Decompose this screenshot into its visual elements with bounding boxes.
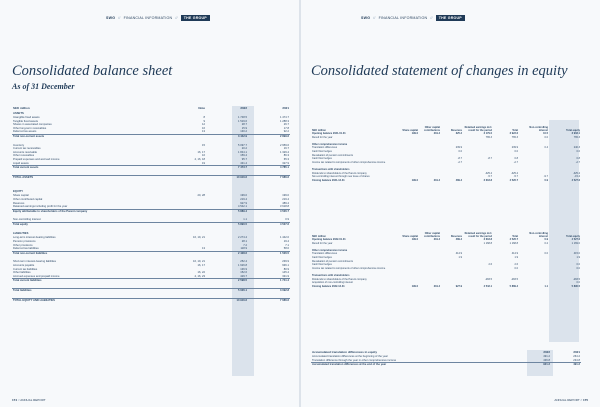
header-separator: // xyxy=(118,16,121,20)
row-value-2022: 1 844.1 xyxy=(238,150,247,154)
total-value-2021: 1 741.4 xyxy=(248,279,290,283)
total-label: Total equity xyxy=(12,222,172,226)
total-label: TOTAL ASSETS xyxy=(12,175,172,179)
section-heading: LIABILITIES xyxy=(13,232,29,236)
row-value: 765.3 xyxy=(573,135,580,139)
column-header: Share capital xyxy=(402,235,418,238)
row-label: Result for the year xyxy=(312,135,333,139)
row-value-2021: 331.9 xyxy=(282,274,289,278)
row-value-2022: 4 542.1 xyxy=(238,205,247,209)
column-header: Other capital contributions xyxy=(424,232,440,238)
total-label: Total non-current assets xyxy=(12,134,172,138)
row-label: Income tax related to components of other comprehensive income xyxy=(312,160,386,164)
row-value: 0.2 xyxy=(544,241,548,245)
row-label: Intangible fixed assets xyxy=(13,116,40,119)
row-value: 5 890.5 xyxy=(571,284,580,288)
row-label: Liquid assets xyxy=(13,161,29,165)
row-value-2022: 95.7 xyxy=(241,157,247,161)
column-header: Total xyxy=(512,235,518,238)
row-value: -2.7 xyxy=(575,160,580,164)
row-value: -8.7 xyxy=(487,157,492,161)
total-value-2022: 10 916.6 xyxy=(206,298,248,302)
row-value-2022: 2 274.4 xyxy=(238,236,247,240)
row-value-2021: 1 442.0 xyxy=(280,236,289,240)
row-value: 325.2 xyxy=(455,132,462,135)
total-label: Total liabilities xyxy=(12,289,172,293)
row-value: 0.0 xyxy=(576,149,580,153)
row-note: 19 xyxy=(202,161,205,165)
total-value-2022: 5 890.5 xyxy=(206,222,248,226)
column-header: Total equity xyxy=(566,235,580,238)
row-label: Share capital xyxy=(13,194,29,198)
total-value-2022: 2 428.6 xyxy=(206,251,248,255)
row-label: Other contributed capital xyxy=(13,197,43,201)
total-value-2021: 4 785.1 xyxy=(248,166,290,170)
row-value: 4 526.7 xyxy=(509,238,518,241)
column-header: Total equity xyxy=(566,129,580,132)
column-header: Reserves xyxy=(450,235,462,238)
total-value-2022: 5 026.1 xyxy=(206,289,248,293)
grand-total-row xyxy=(12,298,290,302)
row-note: 16 xyxy=(202,126,205,130)
row-value: 489.4 xyxy=(455,178,462,182)
row-value: -325.4 xyxy=(572,171,580,175)
column-header-note: Note xyxy=(198,106,205,110)
row-value-2021: 26.7 xyxy=(283,123,289,127)
total-value-2022: 5 889.4 xyxy=(206,209,248,213)
row-note: 12 xyxy=(202,123,205,127)
column-header: Total xyxy=(512,129,518,132)
total-value-2021: 4 527.6 xyxy=(248,222,290,226)
row-value: 3 179.0 xyxy=(483,132,492,135)
column-header-label: Accumulated translation differences in equity xyxy=(312,350,378,354)
row-note: 16, 22 xyxy=(197,271,205,275)
row-label: Shares in associated companies xyxy=(13,123,52,127)
row-value: 414.9 xyxy=(511,252,518,256)
row-note: 8 xyxy=(203,116,205,119)
row-value-2021: 7.1 xyxy=(285,243,289,247)
row-value-2022: 130.2 xyxy=(240,130,247,134)
row-value: 199.0 xyxy=(411,178,418,182)
row-label: Other receivables xyxy=(13,154,35,158)
row-value: 1 168.8 xyxy=(483,241,492,245)
row-label: Transactions with shareholders xyxy=(312,167,350,171)
row-label: Accumulated translation differences at the beginning of the year xyxy=(312,355,388,358)
row-value: 219.4 xyxy=(433,178,440,182)
row-value-2022: 219.4 xyxy=(240,197,247,201)
row-value: 199.0 xyxy=(411,238,418,241)
row-label: Dividends to shareholders of the Parent company xyxy=(312,171,367,175)
row-label: Accrued expenses and prepaid income xyxy=(13,274,60,278)
row-value: -2.7 xyxy=(457,160,462,164)
row-value: -9.7 xyxy=(543,175,548,179)
row-value: 219.4 xyxy=(433,132,440,135)
row-label: Long-term interest-bearing liabilities xyxy=(13,236,56,240)
total-value-2021: 2 899.6 xyxy=(248,134,290,138)
row-note: 16, 17 xyxy=(197,150,205,154)
row-value: 4 526.7 xyxy=(509,178,518,182)
row-value: 1 168.8 xyxy=(509,241,518,245)
row-label: Closing balance 2021-12-31 xyxy=(312,178,345,182)
row-value: -283.5 xyxy=(484,277,492,281)
row-label: Transactions with shareholders xyxy=(312,273,350,277)
row-note: 13 xyxy=(202,130,205,134)
row-value-2021: 199.0 xyxy=(282,194,289,198)
row-label: Opening balance 2021-01-01 xyxy=(312,132,346,135)
row-value-2021: 234.8 xyxy=(573,358,580,362)
row-value: -325.4 xyxy=(484,171,492,175)
row-value: 4 542.1 xyxy=(483,284,492,288)
row-value-2021: 1 329.4 xyxy=(280,150,289,154)
row-value-2021: 327.9 xyxy=(282,161,289,165)
brand-label: SWG xyxy=(106,16,116,20)
page-number: 174 xyxy=(12,398,18,402)
row-value-2021: 264.2 xyxy=(573,355,580,358)
row-value: 0.0 xyxy=(576,266,580,270)
column-header-2022: 2022 xyxy=(240,106,247,110)
page-header xyxy=(106,15,210,21)
section-heading: EQUITY xyxy=(13,190,24,194)
row-value: -283.5 xyxy=(572,277,580,281)
equity-table-2022 xyxy=(311,226,581,288)
row-label: Translation differences xyxy=(312,146,338,150)
row-value: 415.0 xyxy=(573,252,580,256)
row-label: Revaluation of pension commitments xyxy=(312,259,353,263)
row-note: 16, 19, 21 xyxy=(193,260,205,264)
row-value-2021: 1 474.7 xyxy=(280,116,289,119)
row-value-2021: 145.4 xyxy=(282,271,289,275)
page-number: 175 xyxy=(582,398,588,402)
row-value-2022: 431.4 xyxy=(240,161,247,165)
row-label: Translation differences xyxy=(312,252,338,256)
row-value-2021: 19.4 xyxy=(283,240,289,244)
empty-cell xyxy=(172,298,206,302)
row-value: 1.9 xyxy=(458,255,462,259)
row-value: 1.1 xyxy=(544,284,548,288)
row-label: Translation difference through the year in other comprehensive income xyxy=(312,358,397,362)
row-value-2022: 20.2 xyxy=(241,147,247,151)
row-value: 0.0 xyxy=(544,252,548,256)
row-value-2022: 1 626.8 xyxy=(238,264,247,268)
footer-separator: // xyxy=(17,398,21,402)
row-value: -8.7 xyxy=(457,157,462,161)
row-value: 3 922.6 xyxy=(509,132,518,135)
row-label: Cash flow hedges xyxy=(312,157,332,161)
header-separator: // xyxy=(430,16,433,20)
row-label: Non-controlling interest through new issue of shares xyxy=(312,175,370,179)
section-tag: THE GROUP xyxy=(181,15,210,21)
total-label: TOTAL EQUITY AND LIABILITIES xyxy=(12,298,172,302)
page-subtitle: As of 31 December xyxy=(12,82,75,91)
row-label: Other liabilities xyxy=(13,271,31,275)
row-value-2021: 80.9 xyxy=(283,267,289,271)
section-heading: ASSETS xyxy=(13,112,24,115)
page-title: Consolidated balance sheet xyxy=(12,63,173,79)
row-value: 0.0 xyxy=(576,281,580,285)
total-label: Total current liabilities xyxy=(12,279,172,283)
row-value: 199.0 xyxy=(411,132,418,135)
row-value: 0.8 xyxy=(576,157,580,161)
row-value: 0.4 xyxy=(544,146,548,150)
column-header: Reserves xyxy=(450,129,462,132)
row-label: Deferred tax assets xyxy=(13,130,37,134)
row-value: 0.0 xyxy=(514,266,518,270)
row-label: Other comprehensive income xyxy=(312,248,348,252)
row-label: Accounts receivable xyxy=(13,150,38,154)
row-label: Current tax receivables xyxy=(13,147,41,151)
row-value: 5 889.4 xyxy=(509,284,518,288)
total-value-2021: 3 092.8 xyxy=(248,289,290,293)
row-value: -2.7 xyxy=(513,160,518,164)
page-footer xyxy=(554,398,588,402)
row-note: 16, 19, 21 xyxy=(193,236,205,240)
row-value: 0.0 xyxy=(576,263,580,267)
row-label: Dividends to shareholders of the Parent company xyxy=(312,277,367,281)
row-value-2022: 1.1 xyxy=(243,218,247,222)
table-header-row xyxy=(311,226,581,238)
row-value-2022: 921.2 xyxy=(521,363,551,367)
row-label: Reserves xyxy=(13,201,25,205)
row-label: Accumulated translation differences at the end of the year xyxy=(311,363,521,367)
row-note: 4, 16, 23 xyxy=(194,274,205,278)
column-header: SEK million xyxy=(312,129,326,132)
row-value-2021: 0.9 xyxy=(285,218,289,222)
row-label: Revaluation of pension commitments xyxy=(312,153,353,157)
row-value: 240.3 xyxy=(573,146,580,150)
footer-separator: // xyxy=(580,398,583,402)
row-value: -5.7 xyxy=(487,175,492,179)
row-value: 1.9 xyxy=(514,255,518,259)
total-value-2021: 1 526.5 xyxy=(248,251,290,255)
row-value: 199.0 xyxy=(411,284,418,288)
column-header-2022: 2022 xyxy=(543,350,550,354)
row-value-2022: 1 748.5 xyxy=(238,116,247,119)
row-label: Prepaid expenses and accrued income xyxy=(13,157,60,161)
row-value-2022: 5 097.7 xyxy=(238,143,247,147)
row-value: 0.0 xyxy=(544,135,548,139)
row-value: -5.7 xyxy=(513,175,518,179)
row-note: 13 xyxy=(202,247,205,251)
header-separator: // xyxy=(175,16,178,20)
row-value: 489.4 xyxy=(455,238,462,241)
row-label: Pension provisions xyxy=(13,240,36,244)
brand-label: SWG xyxy=(361,16,371,20)
balance-sheet-page xyxy=(0,0,299,407)
row-value-2022: 429.7 xyxy=(240,274,247,278)
page-title: Consolidated statement of changes in equity xyxy=(311,63,568,79)
total-value-2021: 7 686.6 xyxy=(248,175,290,179)
row-label: Acquisition of non-controlling interest xyxy=(312,281,353,285)
row-value: 10.5 xyxy=(543,132,548,135)
row-note: 9 xyxy=(203,119,205,123)
row-value-2021: 58.0 xyxy=(283,247,289,251)
column-header: Share capital xyxy=(402,129,418,132)
row-value-2022: 28.7 xyxy=(241,123,247,127)
footer-label: ANNUAL REPORT xyxy=(20,398,46,402)
row-note: 16 xyxy=(202,154,205,158)
column-header: Non-controlling interest xyxy=(529,126,548,132)
row-value: -325.4 xyxy=(510,171,518,175)
row-value-2022: 28.1 xyxy=(241,240,247,244)
row-label: Inventory xyxy=(13,143,25,147)
row-label: Income tax related to components of other comprehensive income xyxy=(312,266,386,270)
column-header: Retained earnings incl. result for the period xyxy=(464,126,492,132)
row-label: Current tax liabilities xyxy=(13,267,38,271)
row-value-2022: 15.9 xyxy=(241,126,247,130)
row-label: Accounts payable xyxy=(13,264,35,268)
row-note: 20, 28 xyxy=(197,194,205,198)
row-value: 0.9 xyxy=(544,238,548,241)
row-value-2022: 136.9 xyxy=(240,267,247,271)
footer-label: ANNUAL REPORT xyxy=(554,398,580,402)
row-label: Opening balance 2022-01-01 xyxy=(312,238,346,241)
total-value-2021: 4 526.7 xyxy=(248,209,290,213)
row-value-2022: 199.0 xyxy=(240,194,247,198)
row-value-2021: 92.2 xyxy=(283,130,289,134)
row-value-2022: 252.4 xyxy=(240,260,247,264)
row-value-2021: 17.8 xyxy=(283,126,289,130)
row-value-2021: 3 618.8 xyxy=(280,205,289,209)
row-label: Cash flow hedges xyxy=(312,255,332,259)
row-label: Tangible fixed assets xyxy=(13,119,38,123)
table-row xyxy=(311,285,581,289)
section-label: FINANCIAL INFORMATION xyxy=(378,16,428,20)
total-value-2022: 2 598.5 xyxy=(206,279,248,283)
translation-differences-table xyxy=(311,350,581,367)
equity-table-2021 xyxy=(311,120,581,182)
row-label: Result for the year xyxy=(312,241,333,245)
row-label: Cash flow hedges xyxy=(312,149,332,153)
row-value-2022: 159.4 xyxy=(240,154,247,158)
row-value-2021: 65.3 xyxy=(283,157,289,161)
column-header: Non-controlling interest xyxy=(529,232,548,238)
row-label: Other comprehensive income xyxy=(312,142,348,146)
column-header: Other capital contributions xyxy=(424,126,440,132)
row-label: Cash flow hedges xyxy=(312,263,332,267)
row-value: 0.8 xyxy=(514,157,518,161)
row-value-2021: 489.4 xyxy=(282,201,289,205)
page-header xyxy=(361,15,465,21)
row-value-2021: 491.2 xyxy=(551,363,581,367)
row-value-2022: 1 519.6 xyxy=(238,119,247,123)
row-value: 4 527.6 xyxy=(571,178,580,182)
row-note: 15 xyxy=(202,143,205,147)
column-header-2021: 2021 xyxy=(573,350,580,354)
row-value-2021: 936.1 xyxy=(282,264,289,268)
row-value-2022: 7.2 xyxy=(243,243,247,247)
table-row xyxy=(311,363,581,367)
total-value-2022: 3 442.9 xyxy=(206,134,248,138)
page-footer xyxy=(12,398,46,402)
row-label: Retained earnings including profit for the year xyxy=(13,205,68,209)
row-value-2022: 152.6 xyxy=(240,271,247,275)
row-value: 219.4 xyxy=(433,284,440,288)
header-separator: // xyxy=(373,16,376,20)
total-value-2021: 7 686.6 xyxy=(248,298,290,302)
row-value-2021: 219.4 xyxy=(282,197,289,201)
balance-sheet-table xyxy=(12,106,290,302)
section-label: FINANCIAL INFORMATION xyxy=(123,16,173,20)
row-value-2022: 491.2 xyxy=(543,355,550,358)
table-row xyxy=(311,179,581,183)
row-value-2022: 436.8 xyxy=(543,358,550,362)
row-value: 3 618.8 xyxy=(483,238,492,241)
changes-in-equity-page xyxy=(301,0,600,407)
row-value: 927.9 xyxy=(455,284,462,288)
row-value-2021: 16.7 xyxy=(283,147,289,151)
row-value: 239.9 xyxy=(511,146,518,150)
row-value: 0.9 xyxy=(544,178,548,182)
row-value: 765.3 xyxy=(485,135,492,139)
row-value: 0.0 xyxy=(458,149,462,153)
total-label: Equity attributable to shareholders of the Parent company xyxy=(12,209,172,213)
column-header: Retained earnings incl. result for the period xyxy=(464,232,492,238)
row-value-2021: 1 288.3 xyxy=(280,119,289,123)
row-value: 1 169.0 xyxy=(571,241,580,245)
row-note: 16, 17 xyxy=(197,264,205,268)
row-value-2021: 86.3 xyxy=(283,154,289,158)
row-label: Non-controlling interest xyxy=(13,218,41,222)
total-value-2022: 7 473.7 xyxy=(206,166,248,170)
row-value: 239.9 xyxy=(455,146,462,150)
column-header-label: SEK million xyxy=(13,106,30,110)
row-value: 414.9 xyxy=(455,252,462,256)
row-label: Other provisions xyxy=(13,243,33,247)
column-header-2021: 2021 xyxy=(282,106,289,110)
total-value-2022: 10 916.6 xyxy=(206,175,248,179)
row-value: -283.5 xyxy=(510,277,518,281)
table-header-row xyxy=(311,120,581,132)
row-value: 1.9 xyxy=(576,255,580,259)
row-value-2021: 239.9 xyxy=(282,260,289,264)
row-value-2022: 927.9 xyxy=(240,201,247,205)
row-label: Short-term interest-bearing liabilities xyxy=(13,260,57,264)
row-label: Closing balance 2022-12-31 xyxy=(312,284,345,288)
column-header: SEK million xyxy=(312,235,326,238)
row-value: 0.0 xyxy=(514,149,518,153)
row-value: 2.6 xyxy=(514,263,518,267)
total-label: Total current assets xyxy=(12,166,172,170)
row-value: 765.3 xyxy=(511,135,518,139)
row-value: 3 933.1 xyxy=(571,132,580,135)
row-value: 4 527.6 xyxy=(571,238,580,241)
row-value-2022: 118.9 xyxy=(240,247,247,251)
row-label: Other long-term receivables xyxy=(13,126,47,130)
row-value: 3 618.8 xyxy=(483,178,492,182)
row-note: 4, 16, 18 xyxy=(194,157,205,161)
row-value: 219.4 xyxy=(433,238,440,241)
row-value: -15.4 xyxy=(574,175,580,179)
section-tag: THE GROUP xyxy=(436,15,465,21)
row-value: 2.6 xyxy=(488,263,492,267)
total-label: Total non-current liabilities xyxy=(12,251,172,255)
row-label: Deferred tax liabilities xyxy=(13,247,39,251)
row-value-2021: 2 959.6 xyxy=(280,143,289,147)
